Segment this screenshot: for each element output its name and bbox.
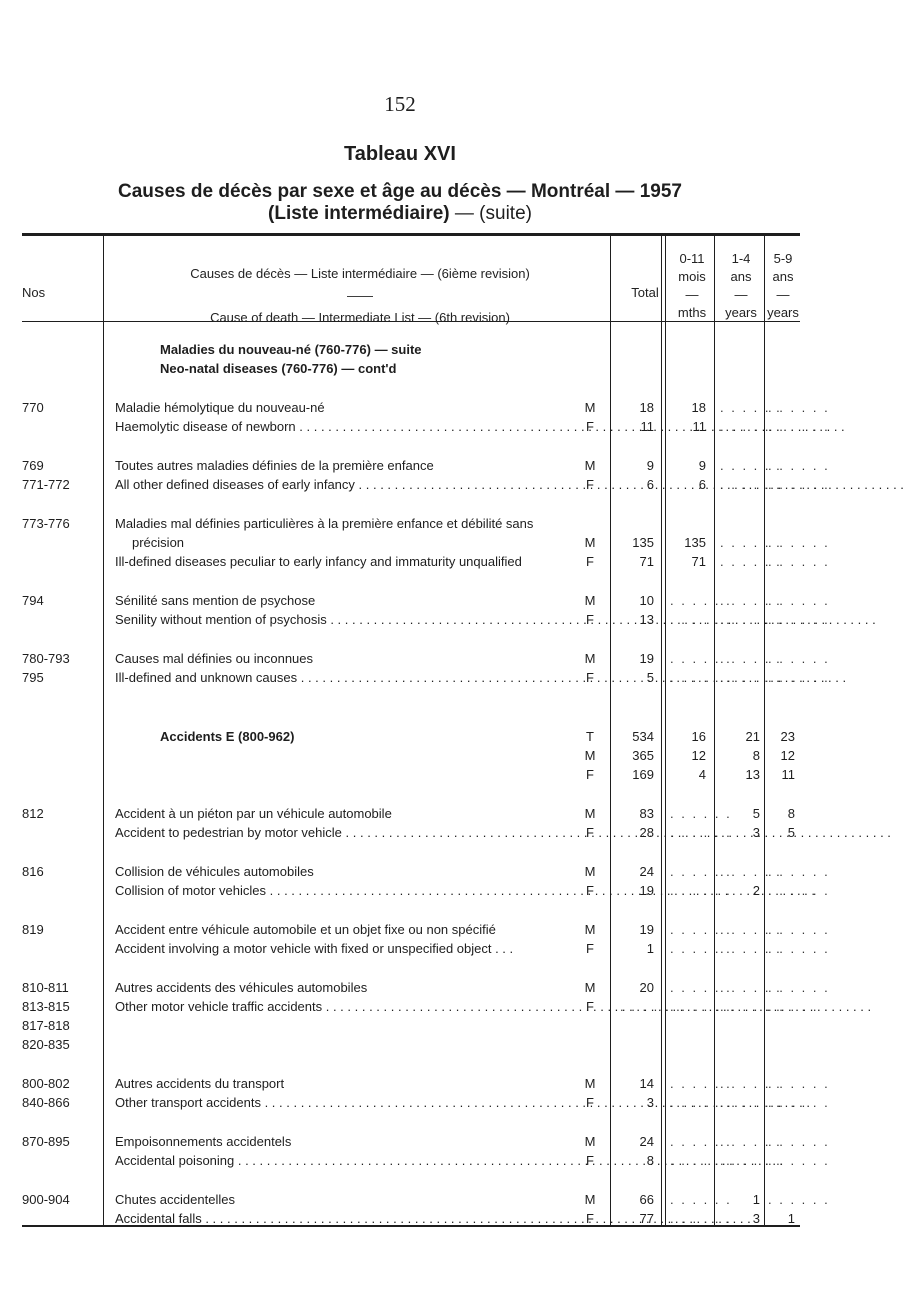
header-age-line: years bbox=[725, 305, 757, 320]
section-heading: Neo-natal diseases (760-776) — cont'd bbox=[160, 361, 397, 376]
header-age-line: years bbox=[767, 305, 799, 320]
table-row bbox=[0, 359, 800, 378]
row-sex: F bbox=[586, 941, 594, 956]
row-nos: 820-835 bbox=[22, 1037, 70, 1052]
row-sex: T bbox=[586, 729, 594, 744]
row-sex: F bbox=[586, 670, 594, 685]
cell-m011: 71 bbox=[691, 554, 706, 569]
table-row bbox=[0, 1151, 830, 1170]
empty-cell: . . . . . . bbox=[768, 883, 830, 898]
empty-cell: . . . . . . bbox=[670, 806, 732, 821]
empty-cell: . . . . . . bbox=[670, 825, 732, 840]
row-nos: 870-895 bbox=[22, 1134, 70, 1149]
empty-cell: . . . . . . bbox=[720, 1095, 782, 1110]
row-sex: M bbox=[584, 864, 596, 879]
cell-total: 8 bbox=[646, 1153, 654, 1168]
empty-cell: . . . . . . bbox=[768, 1192, 830, 1207]
subtitle-suite: — (suite) bbox=[449, 203, 532, 224]
row-sex: M bbox=[584, 593, 596, 608]
header-age-5-9 bbox=[766, 250, 800, 322]
row-cause: Empoisonnements accidentels bbox=[115, 1134, 292, 1149]
row-spacer bbox=[0, 784, 800, 804]
row-spacer bbox=[0, 436, 800, 456]
row-sex: F bbox=[586, 554, 594, 569]
empty-cell: . . . . . . bbox=[670, 1134, 732, 1149]
empty-cell: . . . . . . bbox=[720, 458, 782, 473]
row-spacer bbox=[0, 494, 800, 514]
row-spacer bbox=[0, 900, 800, 920]
empty-cell: . . . . . . bbox=[670, 593, 732, 608]
table-row bbox=[0, 862, 830, 881]
cell-m011: 135 bbox=[684, 535, 706, 550]
row-spacer bbox=[0, 1170, 800, 1190]
row-spacer bbox=[0, 707, 800, 727]
cell-total: 24 bbox=[639, 1134, 654, 1149]
row-cause: Maladies mal définies particulières à la première enfance et débilité sans bbox=[115, 516, 534, 531]
empty-cell: . . . . . . bbox=[720, 1134, 782, 1149]
row-sex: F bbox=[586, 1095, 594, 1110]
empty-cell: . . . . . . bbox=[720, 593, 782, 608]
table-row bbox=[0, 340, 800, 359]
cell-a59: 23 bbox=[780, 729, 795, 744]
table-row bbox=[0, 591, 830, 610]
row-cause: Toutes autres maladies définies de la première enfance bbox=[115, 458, 434, 473]
empty-cell: . . . . . . bbox=[670, 651, 732, 666]
table-row bbox=[0, 610, 830, 629]
cell-m011: 11 bbox=[692, 419, 706, 434]
header-total: Total bbox=[631, 285, 659, 300]
table-row bbox=[0, 1190, 830, 1209]
table-row bbox=[0, 823, 800, 842]
empty-cell: . . . . . . bbox=[720, 554, 782, 569]
table-row bbox=[0, 1132, 830, 1151]
row-cause: Sénilité sans mention de psychose bbox=[115, 593, 316, 608]
row-nos: 816 bbox=[22, 864, 44, 879]
row-nos: 840-866 bbox=[22, 1095, 70, 1110]
row-cause: Autres accidents du transport bbox=[115, 1076, 285, 1091]
cell-total: 534 bbox=[632, 729, 654, 744]
section-heading: Maladies du nouveau-né (760-776) — suite bbox=[160, 342, 422, 357]
header-age-line: ans bbox=[772, 269, 794, 284]
table-row bbox=[0, 533, 830, 552]
table-body bbox=[0, 340, 830, 1228]
cell-a14: 5 bbox=[752, 806, 760, 821]
table-row bbox=[0, 1035, 800, 1054]
empty-cell: . . . . . . bbox=[720, 535, 782, 550]
empty-cell: . . . . . . bbox=[720, 980, 782, 995]
header-cause-sep: —— bbox=[347, 288, 373, 303]
header-cause-en: Cause of death — Intermediate List — (6th revision) bbox=[210, 310, 510, 325]
table-row bbox=[0, 456, 830, 475]
row-sex: M bbox=[584, 806, 596, 821]
cell-total: 20 bbox=[639, 980, 654, 995]
empty-cell: . . . . . . bbox=[720, 922, 782, 937]
row-sex: M bbox=[584, 1192, 596, 1207]
table-row bbox=[0, 398, 830, 417]
cell-a14: 13 bbox=[745, 767, 760, 782]
row-nos: 819 bbox=[22, 922, 44, 937]
table-row bbox=[0, 939, 830, 958]
row-sex: M bbox=[584, 458, 596, 473]
table-subtitle: Causes de décès par sexe et âge au décès — Montréal — 1957 bbox=[118, 181, 682, 202]
table-row bbox=[0, 727, 800, 746]
row-sex: F bbox=[586, 477, 594, 492]
row-sex: M bbox=[584, 748, 596, 763]
row-cause: Accidental falls . . . bbox=[115, 1209, 580, 1228]
row-nos: 780-793 bbox=[22, 651, 70, 666]
cell-total: 19 bbox=[639, 883, 654, 898]
empty-cell: . . . . . . bbox=[768, 612, 830, 627]
cell-total: 28 bbox=[639, 825, 654, 840]
empty-cell: . . . . . . bbox=[720, 651, 782, 666]
empty-cell: . . . . . . bbox=[768, 554, 830, 569]
row-cause: Causes mal définies ou inconnues bbox=[115, 651, 314, 666]
row-nos: 900-904 bbox=[22, 1192, 70, 1207]
cell-m011: 4 bbox=[698, 767, 706, 782]
row-nos: 810-811 bbox=[22, 980, 69, 995]
cell-total: 66 bbox=[639, 1192, 654, 1207]
table-row bbox=[0, 978, 830, 997]
cell-a59: 11 bbox=[781, 767, 795, 782]
row-spacer bbox=[0, 629, 800, 649]
empty-cell: . . . . . . bbox=[768, 458, 830, 473]
empty-cell: . . . . . . bbox=[768, 1153, 830, 1168]
table-title: Tableau XVI bbox=[344, 143, 456, 165]
row-spacer bbox=[0, 958, 800, 978]
table-row bbox=[0, 920, 830, 939]
row-cause: Haemolytic disease of newborn . . . bbox=[115, 417, 580, 436]
cell-m011: 16 bbox=[691, 729, 706, 744]
row-cause: Ill-defined diseases peculiar to early infancy and immaturity unqualified bbox=[115, 554, 522, 569]
empty-cell: . . . . . . bbox=[768, 419, 830, 434]
row-sex: F bbox=[586, 1211, 594, 1226]
empty-cell: . . . . . . bbox=[670, 922, 732, 937]
empty-cell: . . . . . . bbox=[720, 419, 782, 434]
header-nos: Nos bbox=[22, 285, 46, 300]
cell-a14: 3 bbox=[752, 1211, 760, 1226]
empty-cell: . . . . . . bbox=[720, 999, 782, 1014]
row-sex: M bbox=[584, 922, 596, 937]
cell-m011: 18 bbox=[691, 400, 706, 415]
cell-total: 13 bbox=[639, 612, 654, 627]
row-cause: Autres accidents des véhicules automobiles bbox=[115, 980, 368, 995]
table-row bbox=[0, 997, 830, 1016]
cell-a59: 5 bbox=[787, 825, 795, 840]
row-sex: F bbox=[586, 419, 594, 434]
cell-m011: 9 bbox=[698, 458, 706, 473]
row-cause: Accident involving a motor vehicle with fixed or unspecified object . . . bbox=[115, 941, 514, 956]
cell-total: 365 bbox=[632, 748, 654, 763]
header-age-line: 5-9 bbox=[773, 251, 793, 266]
row-nos: 813-815 bbox=[22, 999, 70, 1014]
row-sex: M bbox=[584, 400, 596, 415]
header-age-line: mois bbox=[678, 269, 706, 284]
row-cause: Accident entre véhicule automobile et un objet fixe ou non spécifié bbox=[115, 922, 496, 937]
cell-total: 14 bbox=[639, 1076, 654, 1091]
row-cause: All other defined diseases of early infancy . . . bbox=[115, 475, 580, 494]
empty-cell: . . . . . . bbox=[768, 941, 830, 956]
empty-cell: . . . . . . bbox=[768, 535, 830, 550]
table-row bbox=[0, 765, 800, 784]
row-cause: Other transport accidents . . . bbox=[115, 1093, 580, 1112]
header-age-line: — bbox=[734, 287, 748, 302]
empty-cell: . . . . . . bbox=[768, 1134, 830, 1149]
table-row bbox=[0, 649, 830, 668]
empty-cell: . . . . . . bbox=[720, 670, 782, 685]
row-cause: précision bbox=[132, 535, 185, 550]
empty-cell: . . . . . . bbox=[768, 922, 830, 937]
cell-total: 71 bbox=[639, 554, 654, 569]
header-age-line: 0-11 bbox=[679, 251, 705, 266]
cell-a14: 3 bbox=[752, 825, 760, 840]
empty-cell: . . . . . . bbox=[720, 1153, 782, 1168]
row-cause: Ill-defined and unknown causes . . . bbox=[115, 668, 580, 687]
header-age-line: 1-4 bbox=[731, 251, 751, 266]
row-spacer bbox=[0, 687, 800, 707]
cell-total: 1 bbox=[646, 941, 654, 956]
table-row bbox=[0, 1074, 830, 1093]
row-nos: 770 bbox=[22, 400, 44, 415]
cell-a14: 8 bbox=[752, 748, 760, 763]
row-spacer bbox=[0, 1054, 800, 1074]
row-sex: M bbox=[584, 980, 596, 995]
row-nos: 817-818 bbox=[22, 1018, 70, 1033]
empty-cell: . . . . . . bbox=[670, 1192, 732, 1207]
cell-total: 135 bbox=[632, 535, 654, 550]
row-nos: 769 bbox=[22, 458, 44, 473]
table-subtitle-2 bbox=[0, 202, 800, 226]
row-nos: 800-802 bbox=[22, 1076, 70, 1091]
header-age-line: ans bbox=[730, 269, 752, 284]
cell-total: 10 bbox=[639, 593, 654, 608]
empty-cell: . . . . . . bbox=[720, 477, 782, 492]
header-cause bbox=[105, 263, 615, 329]
empty-cell: . . . . . . bbox=[768, 651, 830, 666]
row-cause: Chutes accidentelles bbox=[115, 1192, 235, 1207]
cell-total: 19 bbox=[639, 651, 654, 666]
row-sex: M bbox=[584, 1134, 596, 1149]
row-sex: F bbox=[586, 883, 594, 898]
empty-cell: . . . . . . bbox=[768, 593, 830, 608]
table-row bbox=[0, 1093, 830, 1112]
empty-cell: . . . . . . bbox=[670, 883, 732, 898]
header-age-line: — bbox=[685, 287, 699, 302]
cell-a14: 21 bbox=[745, 729, 760, 744]
cell-total: 9 bbox=[646, 458, 654, 473]
row-sex: M bbox=[584, 651, 596, 666]
table-row bbox=[0, 475, 830, 494]
row-cause: Accident to pedestrian by motor vehicle . . . bbox=[115, 823, 580, 842]
row-sex: F bbox=[586, 999, 594, 1014]
empty-cell: . . . . . . bbox=[670, 670, 732, 685]
empty-cell: . . . . . . bbox=[670, 980, 732, 995]
row-cause: Accident à un piéton par un véhicule automobile bbox=[115, 806, 392, 821]
page-number: 152 bbox=[384, 92, 416, 116]
row-spacer bbox=[0, 378, 800, 398]
cell-a59: 12 bbox=[780, 748, 795, 763]
row-cause: Collision of motor vehicles . . . bbox=[115, 881, 580, 900]
cell-total: 18 bbox=[639, 400, 654, 415]
row-nos: 771-772 bbox=[22, 477, 70, 492]
empty-cell: . . . . . . bbox=[670, 864, 732, 879]
row-cause: Accidental poisoning . . . bbox=[115, 1151, 580, 1170]
empty-cell: . . . . . . bbox=[768, 1076, 830, 1091]
table-row bbox=[0, 552, 830, 571]
cell-total: 83 bbox=[639, 806, 654, 821]
empty-cell: . . . . . . bbox=[670, 612, 732, 627]
cell-total: 24 bbox=[639, 864, 654, 879]
empty-cell: . . . . . . bbox=[670, 1153, 732, 1168]
table-row bbox=[0, 1209, 800, 1228]
header-age-line: — bbox=[776, 287, 790, 302]
row-spacer bbox=[0, 571, 800, 591]
cell-total: 169 bbox=[632, 767, 654, 782]
cell-a14: 2 bbox=[752, 883, 760, 898]
row-nos: 794 bbox=[22, 593, 44, 608]
empty-cell: . . . . . . bbox=[670, 1211, 732, 1226]
table-row bbox=[0, 1016, 800, 1035]
cell-a59: 8 bbox=[787, 806, 795, 821]
empty-cell: . . . . . . bbox=[768, 400, 830, 415]
empty-cell: . . . . . . bbox=[720, 400, 782, 415]
row-sex: M bbox=[584, 535, 596, 550]
row-spacer bbox=[0, 842, 800, 862]
empty-cell: . . . . . . bbox=[768, 477, 830, 492]
row-nos: 795 bbox=[22, 670, 44, 685]
empty-cell: . . . . . . bbox=[720, 941, 782, 956]
cell-total: 11 bbox=[640, 419, 654, 434]
row-spacer bbox=[0, 1112, 800, 1132]
row-cause: Other motor vehicle traffic accidents . . . bbox=[115, 997, 580, 1016]
cell-total: 5 bbox=[646, 670, 654, 685]
empty-cell: . . . . . . bbox=[720, 864, 782, 879]
cell-a14: 1 bbox=[752, 1192, 760, 1207]
empty-cell: . . . . . . bbox=[620, 999, 682, 1014]
table-row bbox=[0, 881, 830, 900]
cell-total: 3 bbox=[646, 1095, 654, 1110]
empty-cell: . . . . . . bbox=[768, 999, 830, 1014]
row-nos: 812 bbox=[22, 806, 44, 821]
empty-cell: . . . . . . bbox=[768, 864, 830, 879]
table-top-rule bbox=[22, 233, 800, 236]
section-heading: Accidents E (800-962) bbox=[160, 729, 295, 744]
empty-cell: . . . . . . bbox=[720, 1076, 782, 1091]
row-cause: Collision de véhicules automobiles bbox=[115, 864, 314, 879]
empty-cell: . . . . . . bbox=[720, 612, 782, 627]
cell-total: 77 bbox=[639, 1211, 654, 1226]
row-sex: F bbox=[586, 767, 594, 782]
empty-cell: . . . . . . bbox=[768, 980, 830, 995]
row-sex: F bbox=[586, 825, 594, 840]
empty-cell: . . . . . . bbox=[670, 941, 732, 956]
empty-cell: . . . . . . bbox=[670, 1076, 732, 1091]
empty-cell: . . . . . . bbox=[768, 1095, 830, 1110]
cell-m011: 12 bbox=[691, 748, 706, 763]
subtitle-list-name: (Liste intermédiaire) bbox=[268, 203, 450, 224]
row-cause: Senility without mention of psychosis . . . bbox=[115, 610, 580, 629]
table-row bbox=[0, 746, 800, 765]
row-cause: Maladie hémolytique du nouveau-né bbox=[115, 400, 325, 415]
row-sex: M bbox=[584, 1076, 596, 1091]
row-nos: 773-776 bbox=[22, 516, 70, 531]
cell-a59: 1 bbox=[787, 1211, 795, 1226]
table-row bbox=[0, 514, 800, 533]
header-age-line: mths bbox=[677, 305, 707, 320]
row-sex: F bbox=[586, 1153, 594, 1168]
table-row bbox=[0, 804, 800, 823]
header-age-0-11 bbox=[667, 250, 717, 322]
table-row bbox=[0, 668, 830, 687]
header-age-1-4 bbox=[716, 250, 766, 322]
header-cause-fr: Causes de décès — Liste intermédiaire — (6ième revision) bbox=[190, 266, 530, 281]
cell-total: 19 bbox=[639, 922, 654, 937]
empty-cell: . . . . . . bbox=[670, 999, 732, 1014]
cell-m011: 6 bbox=[698, 477, 706, 492]
empty-cell: . . . . . . bbox=[670, 1095, 732, 1110]
cell-total: 6 bbox=[646, 477, 654, 492]
empty-cell: . . . . . . bbox=[768, 670, 830, 685]
row-sex: F bbox=[586, 612, 594, 627]
table-row bbox=[0, 417, 830, 436]
